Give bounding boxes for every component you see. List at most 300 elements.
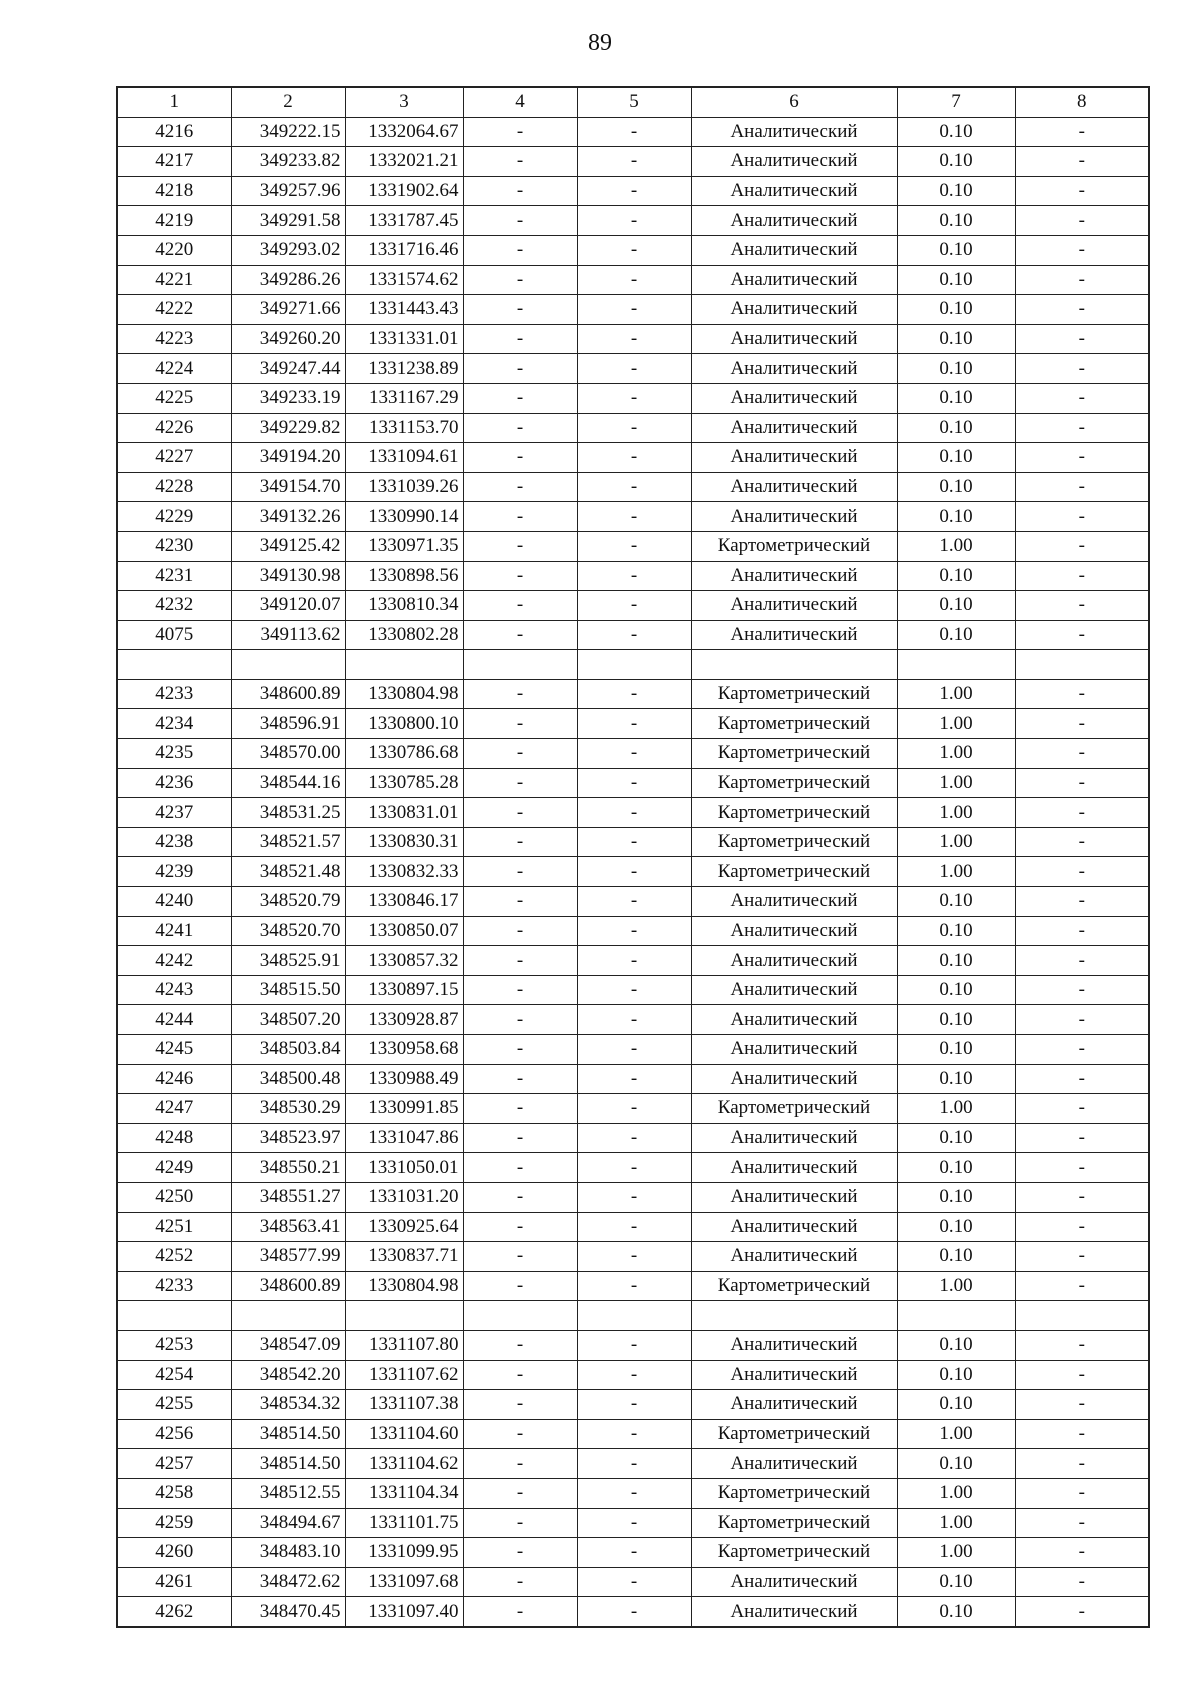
cell-y-coordinate: 1330850.07 <box>345 916 463 946</box>
cell-x-coordinate: 348563.41 <box>231 1212 345 1242</box>
cell-y-coordinate: 1330925.64 <box>345 1212 463 1242</box>
cell-x-coordinate: 348507.20 <box>231 1005 345 1035</box>
cell-method: Аналитический <box>691 887 897 917</box>
table-row <box>117 1449 1149 1479</box>
cell-x-coordinate: 348514.50 <box>231 1419 345 1449</box>
cell-y-coordinate: 1331716.46 <box>345 235 463 265</box>
cell-col-4: - <box>463 1390 577 1420</box>
cell-y-coordinate: 1330831.01 <box>345 798 463 828</box>
cell-point-number <box>117 1301 231 1331</box>
cell-col-8: - <box>1015 324 1149 354</box>
table-row <box>117 472 1149 502</box>
cell-col-4: - <box>463 1035 577 1065</box>
cell-method: Аналитический <box>691 591 897 621</box>
cell-point-number: 4233 <box>117 679 231 709</box>
cell-method: Аналитический <box>691 235 897 265</box>
cell-method: Аналитический <box>691 265 897 295</box>
cell-col-5: - <box>577 531 691 561</box>
cell-y-coordinate: 1331050.01 <box>345 1153 463 1183</box>
cell-y-coordinate: 1330786.68 <box>345 739 463 769</box>
cell-x-coordinate: 349291.58 <box>231 206 345 236</box>
cell-method: Аналитический <box>691 561 897 591</box>
cell-point-number: 4222 <box>117 295 231 325</box>
cell-col-4: - <box>463 531 577 561</box>
table-row <box>117 147 1149 177</box>
cell-col-5: - <box>577 295 691 325</box>
cell-method: Картометрический <box>691 1094 897 1124</box>
cell-col-5: - <box>577 916 691 946</box>
cell-point-number: 4260 <box>117 1538 231 1568</box>
cell-x-coordinate: 348542.20 <box>231 1360 345 1390</box>
cell-col-8: - <box>1015 1567 1149 1597</box>
cell-col-8: - <box>1015 709 1149 739</box>
cell-accuracy: 1.00 <box>897 739 1015 769</box>
cell-y-coordinate: 1331331.01 <box>345 324 463 354</box>
cell-col-8: - <box>1015 1538 1149 1568</box>
cell-col-8: - <box>1015 1123 1149 1153</box>
cell-col-8: - <box>1015 827 1149 857</box>
cell-y-coordinate: 1330898.56 <box>345 561 463 591</box>
cell-accuracy: 0.10 <box>897 1212 1015 1242</box>
cell-col-5: - <box>577 1360 691 1390</box>
cell-col-5: - <box>577 561 691 591</box>
cell-col-4 <box>463 650 577 680</box>
cell-x-coordinate: 349120.07 <box>231 591 345 621</box>
cell-method: Картометрический <box>691 768 897 798</box>
cell-method: Аналитический <box>691 1182 897 1212</box>
cell-col-8: - <box>1015 916 1149 946</box>
cell-x-coordinate: 348525.91 <box>231 946 345 976</box>
cell-point-number: 4256 <box>117 1419 231 1449</box>
cell-method: Аналитический <box>691 295 897 325</box>
cell-accuracy: 0.10 <box>897 117 1015 147</box>
cell-y-coordinate: 1331153.70 <box>345 413 463 443</box>
cell-accuracy: 0.10 <box>897 975 1015 1005</box>
cell-accuracy: 0.10 <box>897 1182 1015 1212</box>
cell-method: Аналитический <box>691 1449 897 1479</box>
table-row <box>117 1478 1149 1508</box>
cell-y-coordinate: 1331107.38 <box>345 1390 463 1420</box>
column-header: 4 <box>463 87 577 117</box>
cell-x-coordinate: 348530.29 <box>231 1094 345 1124</box>
table-row <box>117 857 1149 887</box>
column-header: 2 <box>231 87 345 117</box>
cell-method: Аналитический <box>691 1005 897 1035</box>
cell-method: Аналитический <box>691 1123 897 1153</box>
cell-col-8: - <box>1015 1449 1149 1479</box>
table-row <box>117 620 1149 650</box>
cell-col-5: - <box>577 147 691 177</box>
cell-y-coordinate: 1331099.95 <box>345 1538 463 1568</box>
cell-x-coordinate: 349125.42 <box>231 531 345 561</box>
table-row <box>117 531 1149 561</box>
cell-x-coordinate: 348472.62 <box>231 1567 345 1597</box>
cell-x-coordinate: 348494.67 <box>231 1508 345 1538</box>
cell-col-4: - <box>463 739 577 769</box>
cell-y-coordinate: 1330846.17 <box>345 887 463 917</box>
cell-method: Аналитический <box>691 383 897 413</box>
cell-col-8: - <box>1015 975 1149 1005</box>
cell-method: Картометрический <box>691 709 897 739</box>
cell-point-number: 4234 <box>117 709 231 739</box>
cell-x-coordinate: 349154.70 <box>231 472 345 502</box>
cell-col-5: - <box>577 117 691 147</box>
cell-accuracy: 0.10 <box>897 1567 1015 1597</box>
cell-col-8: - <box>1015 117 1149 147</box>
cell-x-coordinate: 348600.89 <box>231 679 345 709</box>
cell-col-8: - <box>1015 354 1149 384</box>
cell-method: Аналитический <box>691 1035 897 1065</box>
cell-x-coordinate: 348600.89 <box>231 1271 345 1301</box>
cell-y-coordinate: 1331443.43 <box>345 295 463 325</box>
cell-col-5: - <box>577 857 691 887</box>
cell-col-4: - <box>463 354 577 384</box>
cell-x-coordinate: 349293.02 <box>231 235 345 265</box>
cell-method: Аналитический <box>691 1390 897 1420</box>
cell-method <box>691 1301 897 1331</box>
cell-accuracy: 1.00 <box>897 1478 1015 1508</box>
cell-col-5: - <box>577 1478 691 1508</box>
cell-col-4: - <box>463 1538 577 1568</box>
table-row <box>117 1508 1149 1538</box>
cell-col-8: - <box>1015 1330 1149 1360</box>
table-row <box>117 354 1149 384</box>
cell-col-8: - <box>1015 531 1149 561</box>
cell-x-coordinate: 348547.09 <box>231 1330 345 1360</box>
cell-point-number: 4231 <box>117 561 231 591</box>
table-row <box>117 265 1149 295</box>
cell-col-4: - <box>463 679 577 709</box>
table-row <box>117 1005 1149 1035</box>
cell-x-coordinate: 348523.97 <box>231 1123 345 1153</box>
cell-col-8: - <box>1015 591 1149 621</box>
cell-col-4: - <box>463 1123 577 1153</box>
cell-col-4: - <box>463 916 577 946</box>
cell-point-number: 4262 <box>117 1597 231 1627</box>
cell-col-8: - <box>1015 147 1149 177</box>
cell-col-5: - <box>577 1271 691 1301</box>
cell-col-5: - <box>577 1419 691 1449</box>
cell-y-coordinate: 1331104.60 <box>345 1419 463 1449</box>
cell-point-number: 4251 <box>117 1212 231 1242</box>
cell-col-4: - <box>463 117 577 147</box>
cell-y-coordinate: 1330802.28 <box>345 620 463 650</box>
cell-col-4: - <box>463 176 577 206</box>
column-header: 6 <box>691 87 897 117</box>
cell-col-4: - <box>463 1567 577 1597</box>
cell-y-coordinate: 1330804.98 <box>345 1271 463 1301</box>
cell-point-number: 4232 <box>117 591 231 621</box>
cell-col-8: - <box>1015 1064 1149 1094</box>
cell-point-number: 4226 <box>117 413 231 443</box>
cell-accuracy <box>897 650 1015 680</box>
cell-accuracy: 0.10 <box>897 354 1015 384</box>
cell-col-5 <box>577 650 691 680</box>
cell-col-5: - <box>577 1330 691 1360</box>
cell-col-8: - <box>1015 383 1149 413</box>
table-row <box>117 295 1149 325</box>
cell-col-8: - <box>1015 1478 1149 1508</box>
cell-y-coordinate: 1331097.68 <box>345 1567 463 1597</box>
cell-col-8: - <box>1015 1271 1149 1301</box>
table-row <box>117 502 1149 532</box>
cell-method: Картометрический <box>691 1419 897 1449</box>
cell-y-coordinate: 1330988.49 <box>345 1064 463 1094</box>
cell-point-number: 4244 <box>117 1005 231 1035</box>
cell-y-coordinate: 1332021.21 <box>345 147 463 177</box>
cell-accuracy: 0.10 <box>897 591 1015 621</box>
cell-method: Картометрический <box>691 1508 897 1538</box>
table-row <box>117 1182 1149 1212</box>
cell-point-number: 4238 <box>117 827 231 857</box>
cell-accuracy: 0.10 <box>897 620 1015 650</box>
cell-col-5: - <box>577 1390 691 1420</box>
cell-col-8: - <box>1015 265 1149 295</box>
cell-col-4: - <box>463 1360 577 1390</box>
cell-accuracy: 0.10 <box>897 1449 1015 1479</box>
cell-x-coordinate: 348544.16 <box>231 768 345 798</box>
cell-point-number: 4224 <box>117 354 231 384</box>
cell-col-4: - <box>463 561 577 591</box>
cell-point-number: 4248 <box>117 1123 231 1153</box>
cell-accuracy: 0.10 <box>897 472 1015 502</box>
cell-x-coordinate: 348515.50 <box>231 975 345 1005</box>
cell-point-number: 4227 <box>117 443 231 473</box>
cell-x-coordinate: 349222.15 <box>231 117 345 147</box>
table-row <box>117 561 1149 591</box>
cell-point-number: 4239 <box>117 857 231 887</box>
cell-x-coordinate: 348534.32 <box>231 1390 345 1420</box>
cell-x-coordinate: 348514.50 <box>231 1449 345 1479</box>
cell-x-coordinate: 348520.70 <box>231 916 345 946</box>
table-row <box>117 591 1149 621</box>
column-header: 3 <box>345 87 463 117</box>
cell-y-coordinate <box>345 650 463 680</box>
table-row <box>117 916 1149 946</box>
cell-col-5: - <box>577 354 691 384</box>
table-row <box>117 1301 1149 1331</box>
cell-col-8: - <box>1015 1153 1149 1183</box>
cell-col-4: - <box>463 295 577 325</box>
cell-col-4: - <box>463 709 577 739</box>
cell-accuracy: 0.10 <box>897 206 1015 236</box>
cell-y-coordinate: 1330804.98 <box>345 679 463 709</box>
cell-y-coordinate: 1331097.40 <box>345 1597 463 1627</box>
cell-y-coordinate: 1331104.62 <box>345 1449 463 1479</box>
table-row <box>117 1271 1149 1301</box>
cell-col-4: - <box>463 887 577 917</box>
cell-x-coordinate: 348521.57 <box>231 827 345 857</box>
cell-accuracy: 0.10 <box>897 1035 1015 1065</box>
cell-col-5: - <box>577 739 691 769</box>
table-row <box>117 235 1149 265</box>
cell-x-coordinate: 349286.26 <box>231 265 345 295</box>
cell-col-8: - <box>1015 768 1149 798</box>
cell-accuracy: 0.10 <box>897 295 1015 325</box>
table-row <box>117 176 1149 206</box>
cell-col-5: - <box>577 472 691 502</box>
cell-method: Аналитический <box>691 916 897 946</box>
cell-method: Картометрический <box>691 1271 897 1301</box>
cell-x-coordinate: 349130.98 <box>231 561 345 591</box>
cell-col-5: - <box>577 887 691 917</box>
cell-col-8 <box>1015 650 1149 680</box>
cell-y-coordinate: 1331047.86 <box>345 1123 463 1153</box>
cell-x-coordinate: 349233.82 <box>231 147 345 177</box>
cell-col-8: - <box>1015 235 1149 265</box>
cell-method: Картометрический <box>691 679 897 709</box>
cell-accuracy: 0.10 <box>897 916 1015 946</box>
cell-method: Аналитический <box>691 206 897 236</box>
cell-method: Аналитический <box>691 472 897 502</box>
cell-col-4: - <box>463 1449 577 1479</box>
cell-col-8: - <box>1015 176 1149 206</box>
cell-y-coordinate: 1330832.33 <box>345 857 463 887</box>
cell-y-coordinate: 1330857.32 <box>345 946 463 976</box>
cell-point-number: 4250 <box>117 1182 231 1212</box>
cell-accuracy: 0.10 <box>897 1005 1015 1035</box>
cell-y-coordinate: 1331167.29 <box>345 383 463 413</box>
cell-col-5: - <box>577 235 691 265</box>
cell-method: Аналитический <box>691 1242 897 1272</box>
cell-x-coordinate: 348512.55 <box>231 1478 345 1508</box>
table-row <box>117 1094 1149 1124</box>
table-row <box>117 1538 1149 1568</box>
table-row <box>117 1064 1149 1094</box>
cell-col-4: - <box>463 324 577 354</box>
cell-x-coordinate: 348577.99 <box>231 1242 345 1272</box>
cell-col-4: - <box>463 472 577 502</box>
table-row <box>117 1360 1149 1390</box>
cell-y-coordinate: 1331031.20 <box>345 1182 463 1212</box>
cell-col-4: - <box>463 1064 577 1094</box>
cell-col-5: - <box>577 591 691 621</box>
cell-col-8: - <box>1015 1597 1149 1627</box>
cell-point-number: 4245 <box>117 1035 231 1065</box>
cell-method: Картометрический <box>691 1538 897 1568</box>
cell-col-4: - <box>463 206 577 236</box>
cell-x-coordinate: 348550.21 <box>231 1153 345 1183</box>
cell-col-5: - <box>577 827 691 857</box>
cell-method: Картометрический <box>691 739 897 769</box>
table-row <box>117 1212 1149 1242</box>
cell-point-number: 4220 <box>117 235 231 265</box>
cell-col-4: - <box>463 502 577 532</box>
cell-point-number: 4242 <box>117 946 231 976</box>
cell-col-4: - <box>463 1212 577 1242</box>
cell-y-coordinate: 1330958.68 <box>345 1035 463 1065</box>
column-header: 7 <box>897 87 1015 117</box>
page-number: 89 <box>588 30 612 56</box>
cell-method: Аналитический <box>691 324 897 354</box>
table-row <box>117 1123 1149 1153</box>
cell-point-number <box>117 650 231 680</box>
cell-accuracy: 0.10 <box>897 1123 1015 1153</box>
cell-accuracy <box>897 1301 1015 1331</box>
table-row <box>117 1153 1149 1183</box>
cell-col-5: - <box>577 1508 691 1538</box>
cell-accuracy: 1.00 <box>897 1271 1015 1301</box>
cell-accuracy: 0.10 <box>897 887 1015 917</box>
cell-col-8: - <box>1015 1390 1149 1420</box>
cell-y-coordinate: 1330837.71 <box>345 1242 463 1272</box>
cell-accuracy: 1.00 <box>897 798 1015 828</box>
table-row <box>117 206 1149 236</box>
cell-method: Аналитический <box>691 1330 897 1360</box>
table-row <box>117 413 1149 443</box>
table-row <box>117 739 1149 769</box>
cell-col-5: - <box>577 383 691 413</box>
cell-accuracy: 0.10 <box>897 443 1015 473</box>
cell-accuracy: 1.00 <box>897 679 1015 709</box>
cell-method: Картометрический <box>691 1478 897 1508</box>
cell-y-coordinate: 1330990.14 <box>345 502 463 532</box>
cell-accuracy: 1.00 <box>897 531 1015 561</box>
cell-y-coordinate: 1330971.35 <box>345 531 463 561</box>
table-row <box>117 1597 1149 1627</box>
cell-col-5: - <box>577 1182 691 1212</box>
cell-col-5: - <box>577 975 691 1005</box>
cell-col-8: - <box>1015 887 1149 917</box>
cell-point-number: 4261 <box>117 1567 231 1597</box>
cell-accuracy: 0.10 <box>897 1390 1015 1420</box>
cell-col-4: - <box>463 798 577 828</box>
cell-accuracy: 1.00 <box>897 1094 1015 1124</box>
table-row <box>117 827 1149 857</box>
cell-accuracy: 0.10 <box>897 1153 1015 1183</box>
cell-col-8: - <box>1015 1419 1149 1449</box>
cell-accuracy: 0.10 <box>897 383 1015 413</box>
cell-point-number: 4218 <box>117 176 231 206</box>
table-header-row <box>117 87 1149 117</box>
cell-y-coordinate: 1330897.15 <box>345 975 463 1005</box>
table-row <box>117 443 1149 473</box>
cell-col-5: - <box>577 265 691 295</box>
cell-point-number: 4259 <box>117 1508 231 1538</box>
cell-col-5: - <box>577 679 691 709</box>
cell-y-coordinate: 1330810.34 <box>345 591 463 621</box>
cell-col-8: - <box>1015 1508 1149 1538</box>
cell-col-4: - <box>463 1271 577 1301</box>
cell-col-5: - <box>577 502 691 532</box>
cell-col-4: - <box>463 1330 577 1360</box>
cell-x-coordinate: 348470.45 <box>231 1597 345 1627</box>
cell-x-coordinate: 349260.20 <box>231 324 345 354</box>
table-row <box>117 1242 1149 1272</box>
cell-col-5: - <box>577 620 691 650</box>
cell-method: Аналитический <box>691 1064 897 1094</box>
cell-x-coordinate: 348521.48 <box>231 857 345 887</box>
cell-col-4: - <box>463 827 577 857</box>
cell-col-8: - <box>1015 413 1149 443</box>
cell-method: Аналитический <box>691 354 897 384</box>
cell-y-coordinate: 1331039.26 <box>345 472 463 502</box>
cell-col-8: - <box>1015 1182 1149 1212</box>
cell-y-coordinate: 1331094.61 <box>345 443 463 473</box>
cell-point-number: 4253 <box>117 1330 231 1360</box>
cell-point-number: 4216 <box>117 117 231 147</box>
cell-col-5: - <box>577 709 691 739</box>
cell-accuracy: 0.10 <box>897 946 1015 976</box>
cell-accuracy: 0.10 <box>897 502 1015 532</box>
table-row <box>117 324 1149 354</box>
cell-method: Аналитический <box>691 502 897 532</box>
cell-point-number: 4228 <box>117 472 231 502</box>
cell-col-4: - <box>463 975 577 1005</box>
cell-col-4: - <box>463 1508 577 1538</box>
table-row <box>117 1035 1149 1065</box>
table-row <box>117 679 1149 709</box>
